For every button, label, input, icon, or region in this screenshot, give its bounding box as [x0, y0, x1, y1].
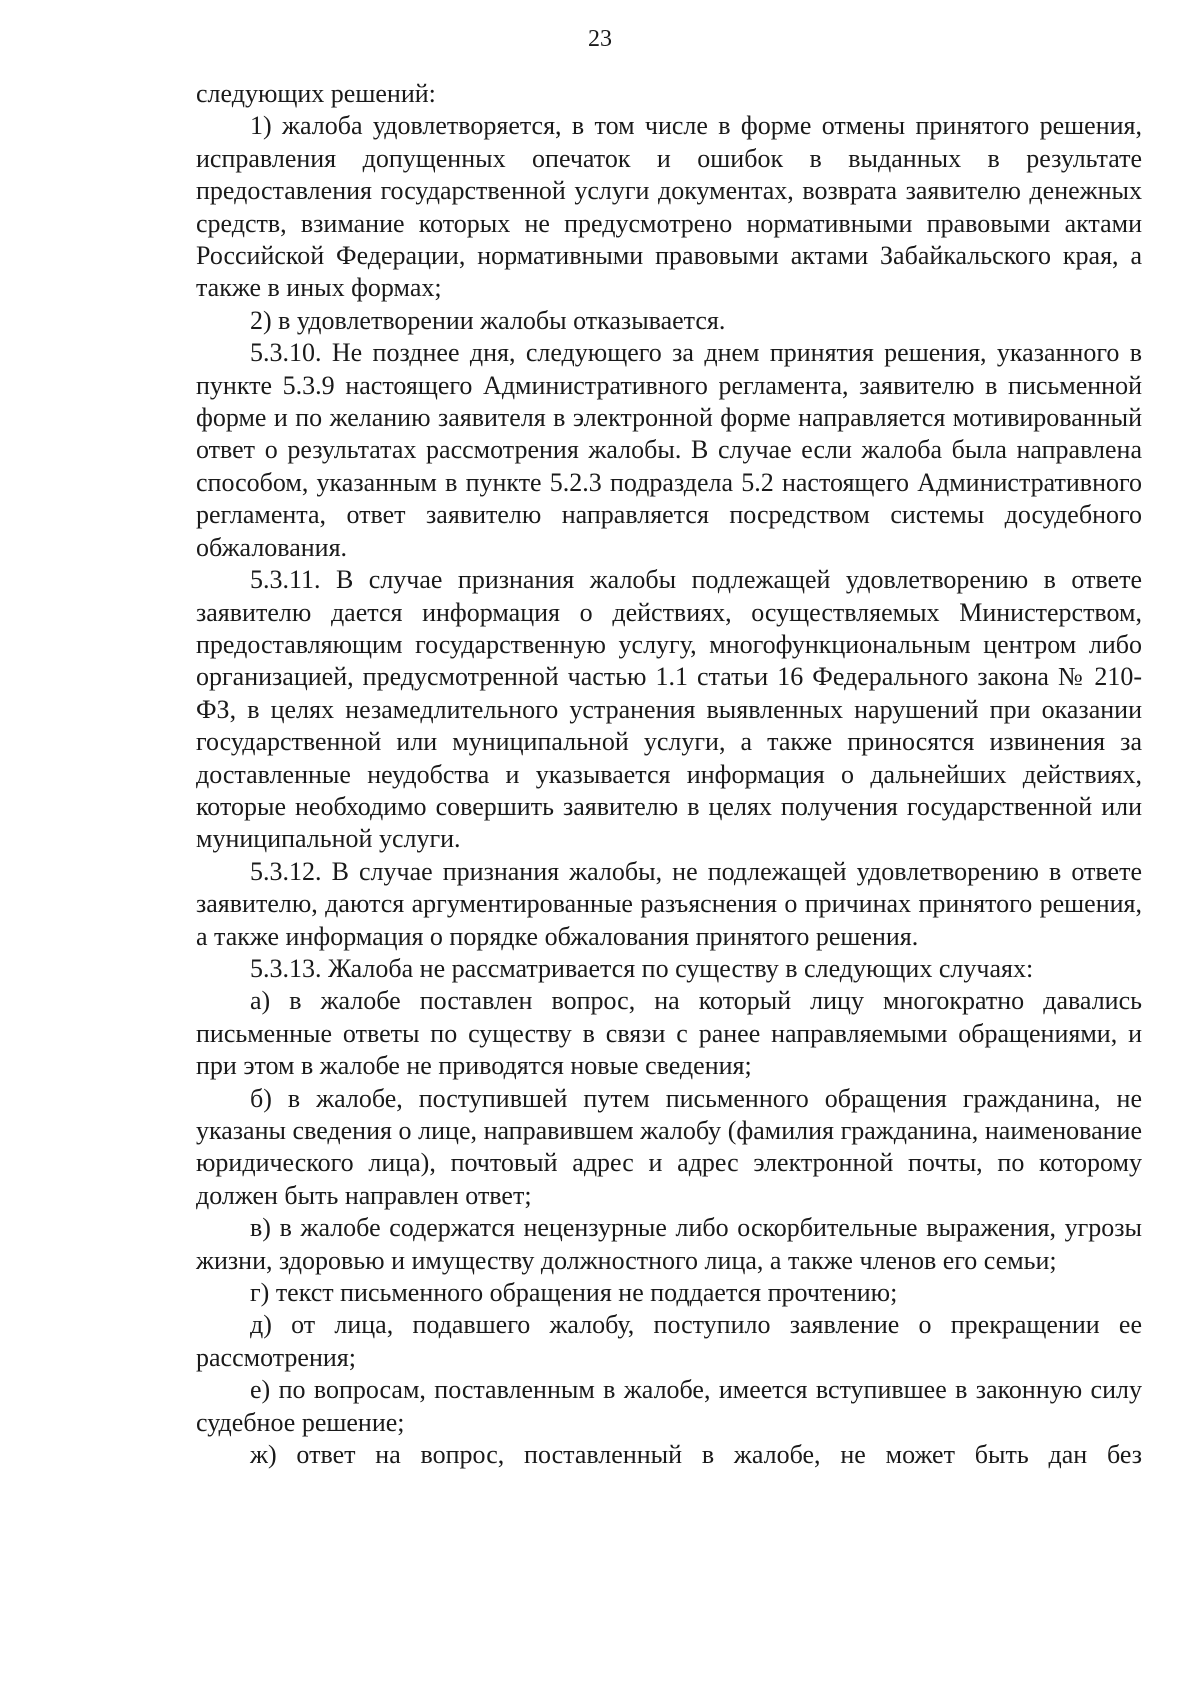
paragraph-5-3-13: 5.3.13. Жалоба не рассматривается по существу в следующих случаях: [250, 953, 1034, 983]
paragraph-5-3-12: 5.3.12. В случае признания жалобы, не подлежащей удовлетворению в ответе заявителю, даются аргументированные разъяснения о причинах принятого решения, а также информация о порядке обжалования принятого решения. [196, 856, 1142, 951]
paragraph-5-3-10: 5.3.10. Не позднее дня, следующего за днем принятия решения, указанного в пункте 5.3.9 настоящего Административного регламента, заявителю в письменной форме и по желанию заявителя в электронной форме направляется мотивированный ответ о результатах рассмотрения жалобы. В случае если жалоба была направлена способом, указанным в пункте 5.2.3 подраздела 5.2 настоящего Административного регламента, ответ заявителю направляется посредством системы досудебного обжалования. [196, 338, 1142, 562]
paragraph-item-v: в) в жалобе содержатся нецензурные либо оскорбительные выражения, угрозы жизни, здоровью и имуществу должностного лица, а также членов его семьи; [196, 1213, 1142, 1275]
page-number: 23 [588, 26, 612, 52]
paragraph-continuation: следующих решений: [196, 79, 436, 108]
paragraph-item-e: е) по вопросам, поставленным в жалобе, имеется вступившее в законную силу судебное решение; [196, 1375, 1142, 1437]
paragraph-5-3-11: 5.3.11. В случае признания жалобы подлежащей удовлетворению в ответе заявителю дается информация о действиях, осуществляемых Министерством, предоставляющим государственную услугу, многофункциональным центром либо организацией, предусмотренной частью 1.1 статьи 16 Федерального закона № 210-ФЗ, в целях незамедлительного устранения выявленных нарушений при оказании государственной или муниципальной услуги, а также приносятся извинения за доставленные неудобства и указывается информация о дальнейших действиях, которые необходимо совершить заявителю в целях получения государственной или муниципальной услуги. [196, 565, 1142, 854]
document-body [196, 78, 1142, 1471]
paragraph-item-zh: ж) ответ на вопрос, поставленный в жалобе, не может быть дан без [250, 1440, 1142, 1470]
paragraph-item-a: а) в жалобе поставлен вопрос, на который лицу многократно давались письменные ответы по существу в связи с ранее направляемыми обращениями, и при этом в жалобе не приводятся новые сведения; [196, 986, 1142, 1081]
paragraph-item-d: д) от лица, подавшего жалобу, поступило заявление о прекращении ее рассмотрения; [196, 1310, 1142, 1372]
paragraph-item-b: б) в жалобе, поступившей путем письменного обращения гражданина, не указаны сведения о лице, направившем жалобу (фамилия гражданина, наименование юридического лица), почтовый адрес и адрес электронной почты, по которому должен быть направлен ответ; [196, 1083, 1142, 1210]
paragraph-item-2: 2) в удовлетворении жалобы отказывается. [250, 305, 726, 335]
paragraph-item-g: г) текст письменного обращения не поддается прочтению; [250, 1278, 898, 1308]
paragraph-item-1: 1) жалоба удовлетворяется, в том числе в форме отмены принятого решения, исправления допущенных опечаток и ошибок в выданных в результате предоставления государственной услуги документах, возврата заявителю денежных средств, взимание которых не предусмотрено нормативными правовыми актами Российской Федерации, нормативными правовыми актами Забайкальского края, а также в иных формах; [196, 111, 1142, 303]
